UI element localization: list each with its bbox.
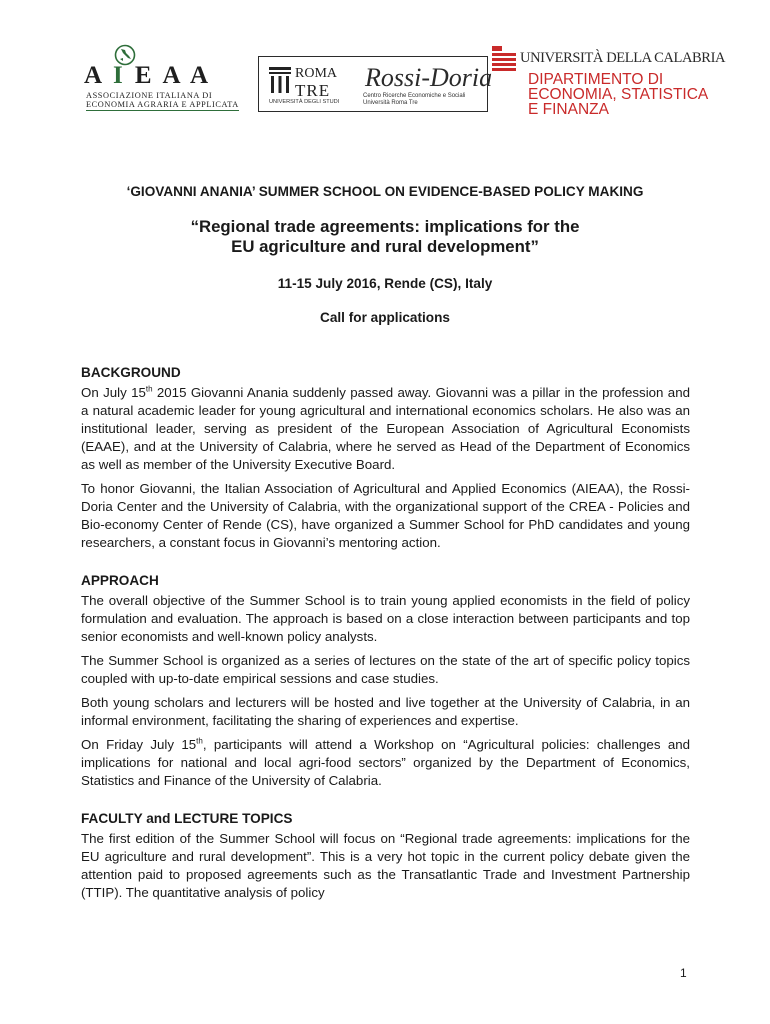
- faculty-heading: FACULTY and LECTURE TOPICS: [81, 811, 293, 826]
- tre-text: TRE: [295, 81, 331, 100]
- aieaa-subtitle-2: ECONOMIA AGRARIA E APPLICATA: [86, 100, 239, 109]
- roma-text: ROMA: [295, 66, 338, 81]
- school-name: ‘GIOVANNI ANANIA’ SUMMER SCHOOL ON EVIDENCE-BASED POLICY MAKING: [126, 184, 644, 199]
- roma-tre-subtitle: UNIVERSITÀ DEGLI STUDI: [269, 99, 340, 105]
- call-for-applications: Call for applications: [320, 310, 450, 325]
- department-line-1: DIPARTIMENTO DI: [528, 71, 664, 88]
- document-body: [81, 364, 690, 908]
- department-line-2: ECONOMIA, STATISTICA: [528, 86, 709, 103]
- unical-building-icon: [492, 46, 516, 72]
- background-paragraph-2: To honor Giovanni, the Italian Association of Agricultural and Applied Economics (AIEAA), the Rossi-Doria Center and the University of Calabria, with the organizational support of the CREA - Policies and Bio-economy Center of Rende (CS), have organized a Summer School for PhD candidates and young researchers, a constant focus in Giovanni’s mentoring action.: [81, 481, 690, 550]
- approach-heading: APPROACH: [81, 573, 159, 588]
- aieaa-logo: [84, 44, 239, 110]
- unical-logo: [492, 46, 726, 118]
- page-number: 1: [680, 966, 687, 980]
- unical-name: UNIVERSITÀ DELLA CALABRIA: [520, 50, 726, 66]
- rossi-doria-name: Rossi-Doria: [365, 63, 493, 92]
- faculty-paragraph-1: The first edition of the Summer School will focus on “Regional trade agreements: implications for the EU agriculture and rural development”. This is a very hot topic in the current policy debate given the attention paid to proposed agreements such as the Transatlantic Trade and Investment Partnership (TTIP). The quantitative analysis of policy: [81, 831, 690, 900]
- aieaa-subtitle-1: ASSOCIAZIONE ITALIANA DI: [86, 91, 213, 100]
- approach-paragraph-4: On Friday July 15th, participants will attend a Workshop on “Agricultural policies: challenges and implications for national and local agri-food sectors” organized by the Department of Economics, Statistics and Finance of the University of Calabria.: [81, 736, 691, 788]
- approach-paragraph-1: The overall objective of the Summer School is to train young applied economists in the field of policy formulation and evaluation. The approach is based on a close interaction between participants and top senior economists and well-known policy analysts.: [81, 593, 690, 644]
- approach-paragraph-2: The Summer School is organized as a series of lectures on the state of the art of specific policy topics coupled with up-to-date empirical sessions and case studies.: [81, 653, 690, 686]
- aieaa-letters: A I E A A: [84, 62, 212, 89]
- roma-tre-rossi-doria-logo: [258, 56, 493, 112]
- department-line-3: E FINANZA: [528, 101, 609, 118]
- background-paragraph-1: On July 15th 2015 Giovanni Anania suddenly passed away. Giovanni was a pillar in the profession and a natural academic leader for young agricultural and international economics scholars. He also was an institutional leader, serving as president of the European Association of Agricultural Economists (EAAE), and at the University of Calabria, where he served as Head of the Department of Economics as well as member of the University Executive Board.: [81, 384, 690, 472]
- rossi-doria-subtitle-2: Università Roma Tre: [363, 100, 418, 106]
- approach-paragraph-3: Both young scholars and lecturers will be hosted and live together at the University of Calabria, in an informal environment, facilitating the sharing of experiences and expertise.: [81, 695, 690, 728]
- background-heading: BACKGROUND: [81, 365, 181, 380]
- dates-location: 11-15 July 2016, Rende (CS), Italy: [277, 276, 493, 291]
- rossi-doria-subtitle-1: Centro Ricerche Economiche e Sociali: [363, 93, 466, 99]
- title-line-2: EU agriculture and rural development”: [231, 237, 539, 256]
- roma-tre-arch-icon: [269, 67, 291, 95]
- title-line-1: “Regional trade agreements: implications for the: [190, 217, 580, 236]
